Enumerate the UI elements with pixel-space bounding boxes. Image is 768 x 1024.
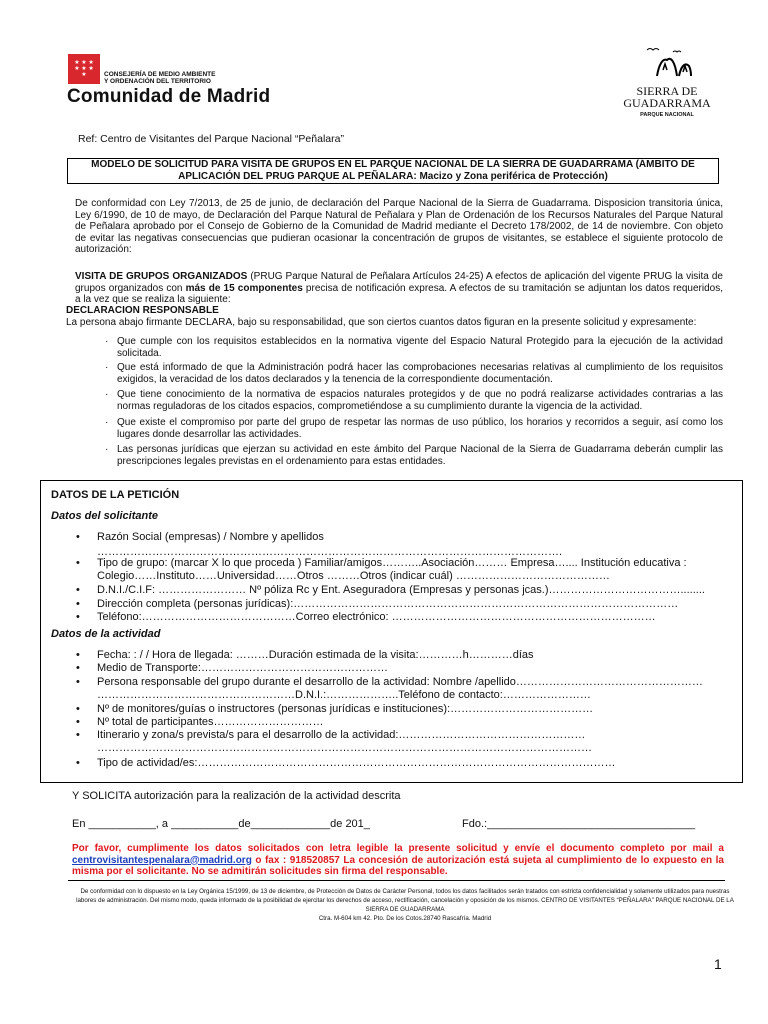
department-name: CONSEJERÍA DE MEDIO AMBIENTE Y ORDENACIÓN DEL TERRITORIO [104, 71, 216, 85]
declaracion-text: La persona abajo firmante DECLARA, bajo su responsabilidad, que son ciertos cuantos datos figuran en la presente solicitud y expresamente: [66, 316, 697, 328]
responsable-field[interactable]: • Persona responsable del grupo durante el desarrollo de la actividad: Nombre /apellido…………………………………………… [76, 676, 703, 688]
responsable-dni-field[interactable]: ………………………………………………D.N.I.:………………..Teléfono de contacto:…………………… [97, 689, 591, 701]
monitores-field[interactable]: • Nº de monitores/guías o instructores (personas jurídicas e instituciones):………………………………… [76, 703, 594, 715]
logo-stars: ★ ★ ★ ★ ★ ★ ★ [74, 60, 94, 78]
divider [68, 880, 725, 881]
visita-heading: VISITA DE GRUPOS ORGANIZADOS [75, 271, 248, 282]
lugar-fecha-field[interactable]: En ___________, a ___________de_____________de 201_ [72, 818, 370, 830]
list-item: · Que cumple con los requisitos establecidos en la normativa vigente del Espacio Natural Protegido para la ejecución de la actividad solicitada. [105, 336, 723, 359]
list-item: · Que está informado de que la Administración podrá hacer las comprobaciones necesarias relativas al cumplimiento de los requisitos exigidos, la veracidad de los datos declarados y la tenencia de la correspondiente documentación. [105, 362, 723, 385]
solicita-text: Y SOLICITA autorización para la realización de la actividad descrita [72, 790, 401, 802]
declaracion-section [66, 305, 726, 328]
document-title: MODELO DE SOLICITUD PARA VISITA DE GRUPOS EN EL PARQUE NACIONAL DE LA SIERRA DE GUADARRAMA (ÁMBITO DE APLICACIÓN DEL PRUG PARQUE AL PEÑALARA: Macizo y Zona periférica de Protección) [67, 158, 719, 184]
visita-paragraph: VISITA DE GRUPOS ORGANIZADOS (PRUG Parque Natural de Peñalara Artículos 24-25) A efectos de aplicación del vigente PRUG la visita de grupos organizados con más de 15 componentes precisa de notificación expresa. A efectos de su tramitación se adjuntan los datos requeridos, a la vez que se realiza la siguiente: [75, 271, 723, 305]
participantes-field[interactable]: • Nº total de participantes………………………… [76, 716, 324, 728]
mountain-birds-icon [627, 46, 707, 80]
razon-social-line[interactable]: ………………………………………………………………………………………………………………. [97, 546, 563, 558]
tipo-grupo-options[interactable]: Colegio……Instituto……Universidad……Otros ………Otros (indicar cuál) …………………………………… [97, 570, 610, 582]
peticion-heading: DATOS DE LA PETICIÓN [51, 489, 180, 501]
dni-cif-field[interactable]: • D.N.I./C.I.F: …………………… Nº póliza Rc y Ent. Aseguradora (Empresas y personas jcas.)………………………………........ [76, 584, 705, 596]
list-item: · Las personas jurídicas que ejerzan su actividad en este ámbito del Parque Nacional de la Sierra de Guadarrama deberán cumplir las prescripciones legales previstas en el ordenamiento para estas entidades. [105, 444, 723, 467]
firma-field[interactable]: Fdo.:__________________________________ [462, 818, 696, 830]
solicitante-heading: Datos del solicitante [51, 510, 158, 522]
aviso-envio: Por favor, cumplimente los datos solicitados con letra legible la presente solicitud y envíe el documento completo por mail a centrovisitantespenalara@madrid.org o fax : 918520857 La concesión de autorización está sujeta al cumplimiento de lo expuesto en la misma por el solicitante. No se admitirán solicitudes sin firma del responsable. [72, 843, 724, 877]
list-item: · Que tiene conocimiento de la normativa de espacios naturales protegidos y de que no podrá realizarse actividades contrarias a las normas reguladoras de los citados espacios, comprometiéndose a su cumplimiento durante la vigencia de la actividad. [105, 389, 723, 412]
fecha-hora-field[interactable]: • Fecha: : / / Hora de llegada: ………Duración estimada de la visita:…………h…………días [76, 649, 534, 661]
organization-name: Comunidad de Madrid [67, 86, 271, 107]
telefono-email-field[interactable]: • Teléfono:……………………………………Correo electrónico: ……………………………………………………………… [76, 611, 656, 623]
tipo-actividad-field[interactable]: • Tipo de actividad/es:…………………………………………………………………………………………………… [76, 757, 616, 769]
transporte-field[interactable]: • Medio de Transporte:…………………………………………… [76, 662, 388, 674]
direccion-field[interactable]: • Dirección completa (personas jurídicas):…………………………………………………………………………………………… [76, 598, 679, 610]
email-link[interactable]: centrovisitantespenalara@madrid.org [72, 854, 252, 866]
legal-notice: De conformidad con lo dispuesto en la Ley Orgánica 15/1999, de 13 de diciembre, de Protección de Datos de Carácter Personal, todos los datos facilitados serán tratados con estricta confidencialidad y solamente utilizados para nuestras labores de administración. Del mismo modo, queda informado de la posibilidad de ejercitar los derechos de acceso, rectificación, cancelación y oposición de los mismos. CENTRO DE VISITANTES “PEÑALARA” PARQUE NACIONAL DE LA SIERRA DE GUADARRAMA Ctra. M-604 km 42. Pto. De los Cotos.28740 Rascafría. Madrid [76, 888, 734, 922]
sierra-guadarrama-logo: SIERRA DE GUADARRAMA PARQUE NACIONAL [612, 46, 722, 126]
tipo-grupo-field[interactable]: • Tipo de grupo: (marcar X lo que proceda ) Familiar/amigos………..Asociación……… Empresa….... Institución educativa : [76, 557, 687, 569]
reference-line: Ref: Centro de Visitantes del Parque Nacional “Peñalara” [78, 133, 344, 145]
itinerario-field[interactable]: • Itinerario y zona/s prevista/s para el desarrollo de la actividad:…………………………………………… [76, 729, 586, 741]
actividad-heading: Datos de la actividad [51, 628, 161, 640]
list-item: · Que existe el compromiso por parte del grupo de respetar las normas de uso público, los horarios y recorridos a seguir, así como los lugares donde desarrollar las actividades. [105, 417, 723, 440]
razon-social-field[interactable]: • Razón Social (empresas) / Nombre y apellidos [76, 531, 324, 543]
comunidad-madrid-logo [68, 54, 100, 84]
page-number: 1 [714, 956, 722, 972]
itinerario-line[interactable]: ……………………………………………………………………………………………………………………… [97, 742, 592, 754]
intro-paragraph: De conformidad con Ley 7/2013, de 25 de junio, de declaración del Parque Nacional de la Sierra de Guadarrama. Disposicion transitoria única, Ley 6/1990, de 10 de mayo, de Declaración del Parque Natural de Peñalara y Plan de Ordenación de los Recursos Naturales del Parque Natural de Peñalara aprobado por el Consejo de Gobierno de la Comunidad de Madrid mediante el Decreto 178/2002, de 14 de noviembre. Con objeto de evitar las negativas consecuencias que pudieran ocasionar la concentración de grupos de visitantes, se establece el siguiente protocolo de autorización: [75, 198, 723, 255]
declaracion-heading: DECLARACION RESPONSABLE [66, 305, 219, 316]
